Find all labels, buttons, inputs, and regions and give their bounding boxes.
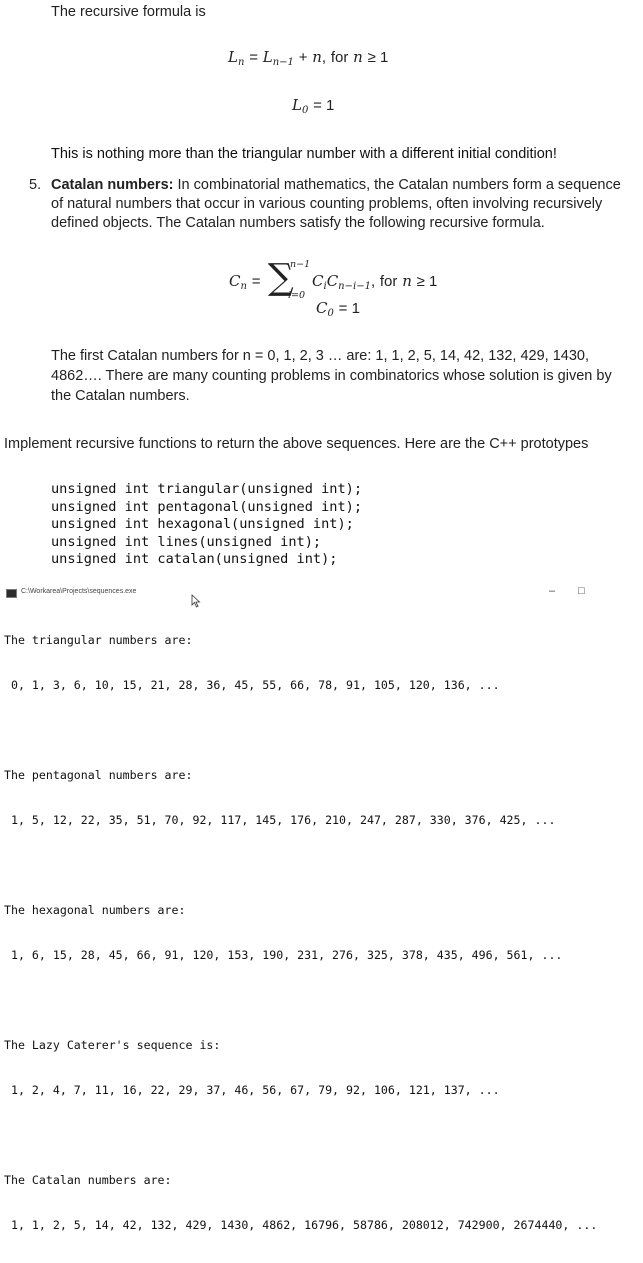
catalan-lhs (229, 272, 260, 292)
lazy-init (292, 96, 334, 116)
catalan-comma: , (370, 273, 376, 290)
sigma-upper: n−1 (290, 259, 311, 270)
console-line: The triangular numbers are: (4, 633, 193, 647)
prototype-line: unsigned int triangular(unsigned int); (51, 481, 362, 497)
catalan-lhs-sub: n (240, 281, 247, 292)
task-text: Implement recursive functions to return the above sequences. Here are the C++ prototypes (4, 436, 589, 452)
console-line: The hexagonal numbers are: (4, 903, 186, 917)
console-line: 1, 2, 4, 7, 11, 16, 22, 29, 37, 46, 56, 67, 79, 92, 106, 121, 137, ... (4, 1083, 500, 1097)
catalan-t2: C (326, 272, 339, 290)
lazy-init-sub: 0 (301, 105, 309, 116)
console-line (4, 1128, 597, 1143)
minimize-button[interactable]: – (549, 585, 556, 597)
prototype-line: unsigned int pentagonal(unsigned int); (51, 498, 362, 515)
catalan-cond: ≥ 1 (416, 273, 438, 290)
console-line: The Lazy Caterer's sequence is: (4, 1038, 221, 1052)
lazy-for: for (330, 49, 349, 66)
catalan-line3: defined objects. The Catalan numbers satisfy the following recursive formula. (51, 215, 545, 231)
console-line: 1, 5, 12, 22, 35, 51, 70, 92, 117, 145, 176, 210, 247, 287, 330, 376, 425, ... (4, 813, 556, 827)
console-line: 1, 6, 15, 28, 45, 66, 91, 120, 153, 190, 231, 276, 325, 378, 435, 496, 561, ... (4, 948, 563, 962)
console-line: The Catalan numbers are: (4, 1173, 172, 1187)
catalan-t1: C (312, 272, 324, 290)
console-output (4, 603, 597, 1263)
catalan-for: for (379, 273, 398, 290)
catalan-line2: of natural numbers that occur in various counting problems, often involving recursively (51, 196, 603, 212)
lazy-lhs: L (228, 48, 238, 66)
catalan-line1-text: In combinatorial mathematics, the Catalan numbers form a sequence (177, 177, 621, 193)
catalan-init-eq: = 1 (338, 300, 360, 317)
prototype-line: unsigned int catalan(unsigned int); (51, 551, 338, 567)
catalan-t1-sub: i (323, 281, 327, 292)
catalan-desc1: The first Catalan numbers for n = 0, 1, 2, 3 … are: 1, 1, 2, 5, 14, 42, 132, 429, 1430, (51, 348, 590, 364)
lazy-cond-var: n (353, 48, 363, 66)
catalan-term: Catalan numbers: (51, 177, 174, 193)
lazy-init-lhs: L (292, 96, 302, 114)
sigma-lower: i=0 (288, 290, 306, 301)
console-line (4, 723, 597, 738)
catalan-cond-var: n (402, 272, 412, 290)
prototype-line: unsigned int hexagonal(unsigned int); (51, 516, 354, 532)
maximize-button[interactable]: □ (578, 585, 585, 597)
formula-heading: The recursive formula is (51, 4, 206, 20)
catalan-lhs-c: C (229, 272, 241, 290)
lazy-rhs-sub: n−1 (272, 57, 294, 68)
console-app-icon (6, 589, 17, 598)
catalan-desc3: the Catalan numbers. (51, 388, 190, 404)
lazy-plus: + (298, 49, 308, 66)
catalan-terms (312, 272, 437, 292)
catalan-eq: = (251, 273, 261, 290)
list-number: 5. (29, 177, 42, 193)
sigma-symbol: ∑ (268, 257, 294, 298)
catalan-init (316, 299, 360, 319)
catalan-desc2: 4862…. There are many counting problems in combinatorics whose solution is given by (51, 368, 612, 384)
catalan-init-sub: 0 (327, 308, 334, 319)
console-title: C:\Workarea\Projects\sequences.exe (21, 588, 137, 595)
catalan-init-c: C (316, 299, 328, 317)
console-window[interactable] (0, 582, 643, 1232)
lazy-cond: ≥ 1 (367, 49, 389, 66)
prototypes-block (51, 481, 362, 569)
catalan-line1 (51, 175, 621, 195)
lazy-eq: = (249, 49, 258, 66)
console-line: The pentagonal numbers are: (4, 768, 193, 782)
lazy-n: n (312, 48, 322, 66)
console-line: 1, 1, 2, 5, 14, 42, 132, 429, 1430, 4862, 16796, 58786, 208012, 742900, 2674440, ... (4, 1218, 598, 1232)
lazy-formula (228, 48, 388, 68)
console-line (4, 993, 597, 1008)
lazy-init-eq: = 1 (313, 97, 335, 114)
lazy-lhs-sub: n (237, 57, 245, 68)
lazy-comma: , (321, 49, 327, 66)
prototype-line: unsigned int lines(unsigned int); (51, 533, 322, 550)
console-line (4, 858, 597, 873)
triangular-note: This is nothing more than the triangular number with a different initial condition! (51, 146, 557, 162)
console-line: 0, 1, 3, 6, 10, 15, 21, 28, 36, 45, 55, 66, 78, 91, 105, 120, 136, ... (4, 678, 500, 692)
lazy-rhs: L (262, 48, 273, 66)
catalan-t2-sub: n−i−1 (338, 281, 371, 292)
